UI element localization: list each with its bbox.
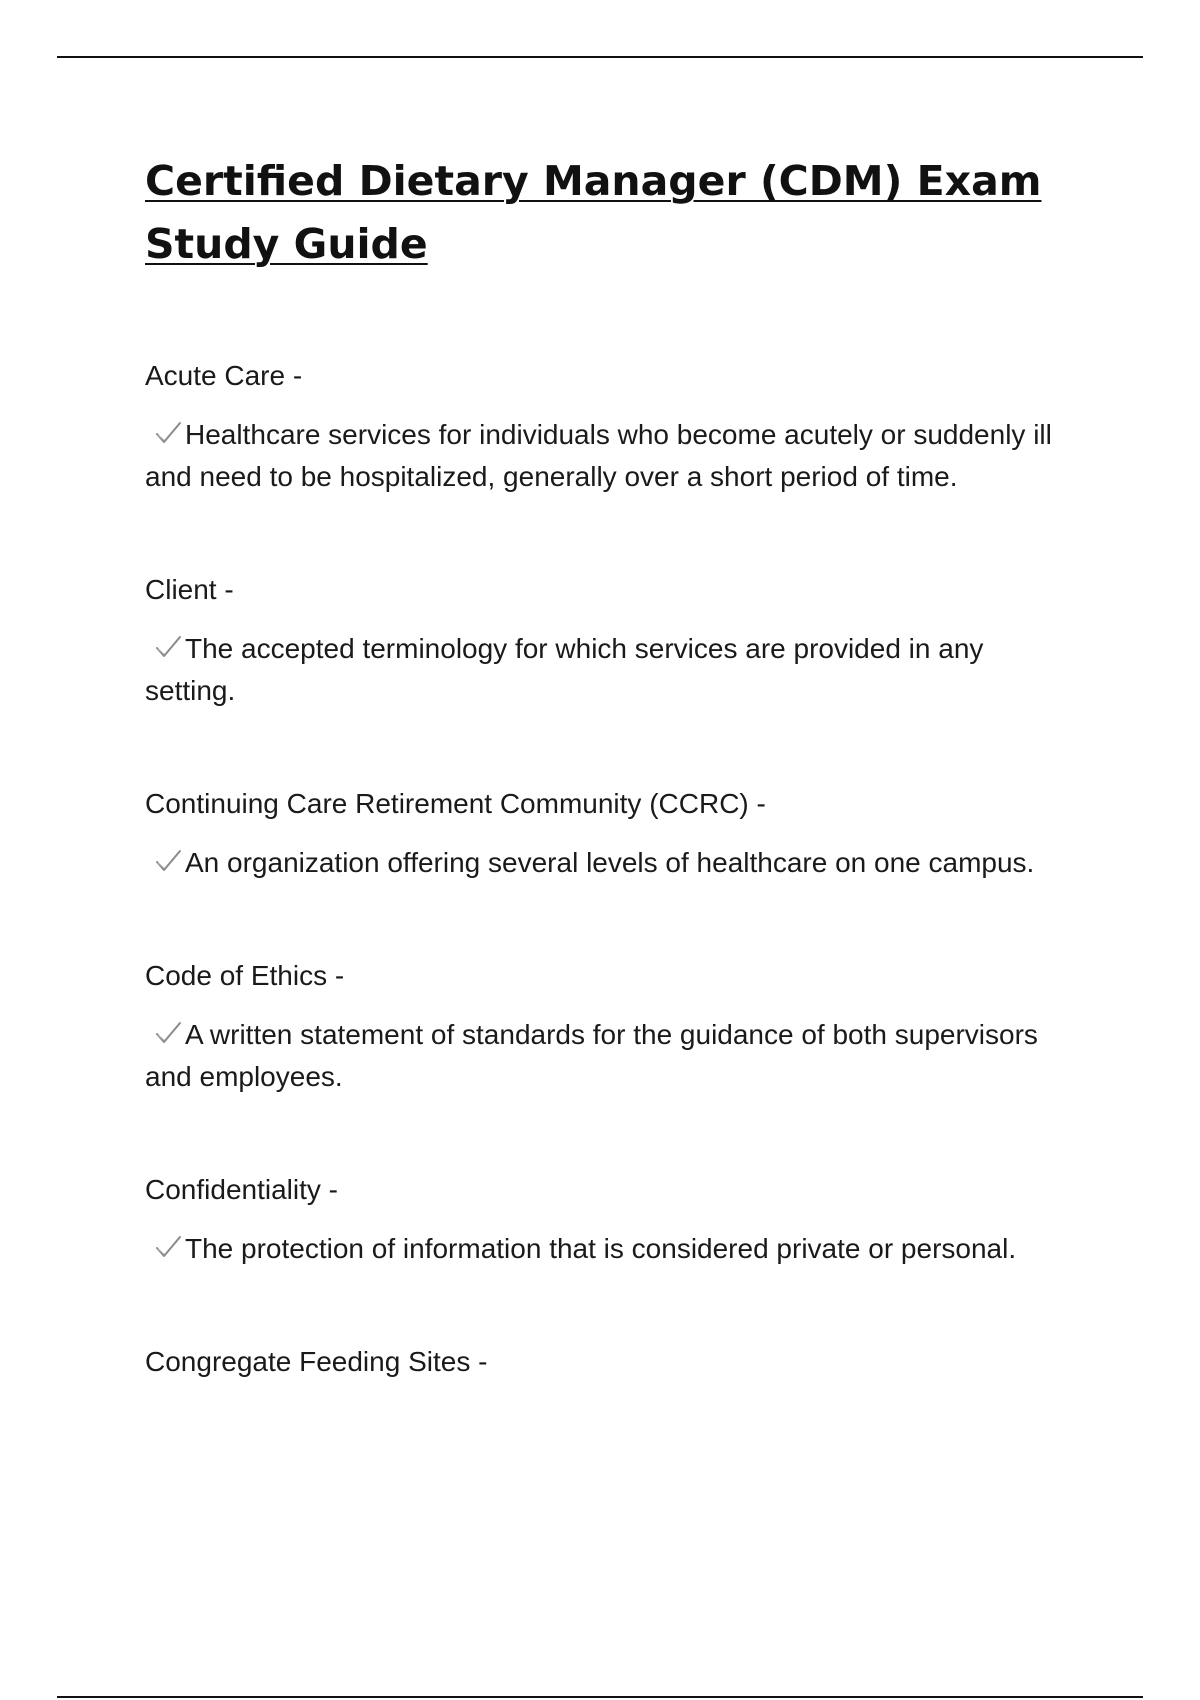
entry-definition bbox=[145, 628, 1075, 712]
page-content bbox=[145, 150, 1075, 1454]
glossary-entry bbox=[145, 1170, 1075, 1270]
definition-text: The accepted terminology for which services are provided in any setting. bbox=[145, 633, 984, 706]
glossary-entry bbox=[145, 784, 1075, 884]
entry-term: Continuing Care Retirement Community (CCRC) - bbox=[145, 788, 766, 819]
entry-definition bbox=[145, 842, 1075, 884]
glossary-list bbox=[145, 356, 1075, 1382]
entry-definition bbox=[145, 1014, 1075, 1098]
definition-text: A written statement of standards for the guidance of both supervisors and employees. bbox=[145, 1019, 1038, 1092]
entry-term: Confidentiality - bbox=[145, 1174, 338, 1205]
entry-term: Client - bbox=[145, 574, 234, 605]
glossary-entry bbox=[145, 1342, 1075, 1382]
top-rule bbox=[57, 56, 1143, 58]
glossary-entry bbox=[145, 356, 1075, 498]
glossary-entry bbox=[145, 570, 1075, 712]
definition-text: Healthcare services for individuals who become acutely or suddenly ill and need to be hospitalized, generally over a short period of time. bbox=[145, 419, 1052, 492]
entry-term: Congregate Feeding Sites - bbox=[145, 1346, 488, 1377]
check-mark-icon bbox=[153, 420, 183, 446]
page-title: Certified Dietary Manager (CDM) Exam Study Guide bbox=[145, 157, 1042, 268]
entry-definition bbox=[145, 1228, 1075, 1270]
definition-text: An organization offering several levels of healthcare on one campus. bbox=[185, 847, 1035, 878]
definition-text: The protection of information that is considered private or personal. bbox=[185, 1233, 1017, 1264]
check-mark-icon bbox=[153, 1020, 183, 1046]
glossary-entry bbox=[145, 956, 1075, 1098]
check-mark-icon bbox=[153, 848, 183, 874]
check-mark-icon bbox=[153, 1234, 183, 1260]
entry-term: Code of Ethics - bbox=[145, 960, 345, 991]
bottom-rule bbox=[57, 1696, 1143, 1698]
entry-definition bbox=[145, 414, 1075, 498]
check-mark-icon bbox=[153, 634, 183, 660]
entry-term: Acute Care - bbox=[145, 360, 303, 391]
